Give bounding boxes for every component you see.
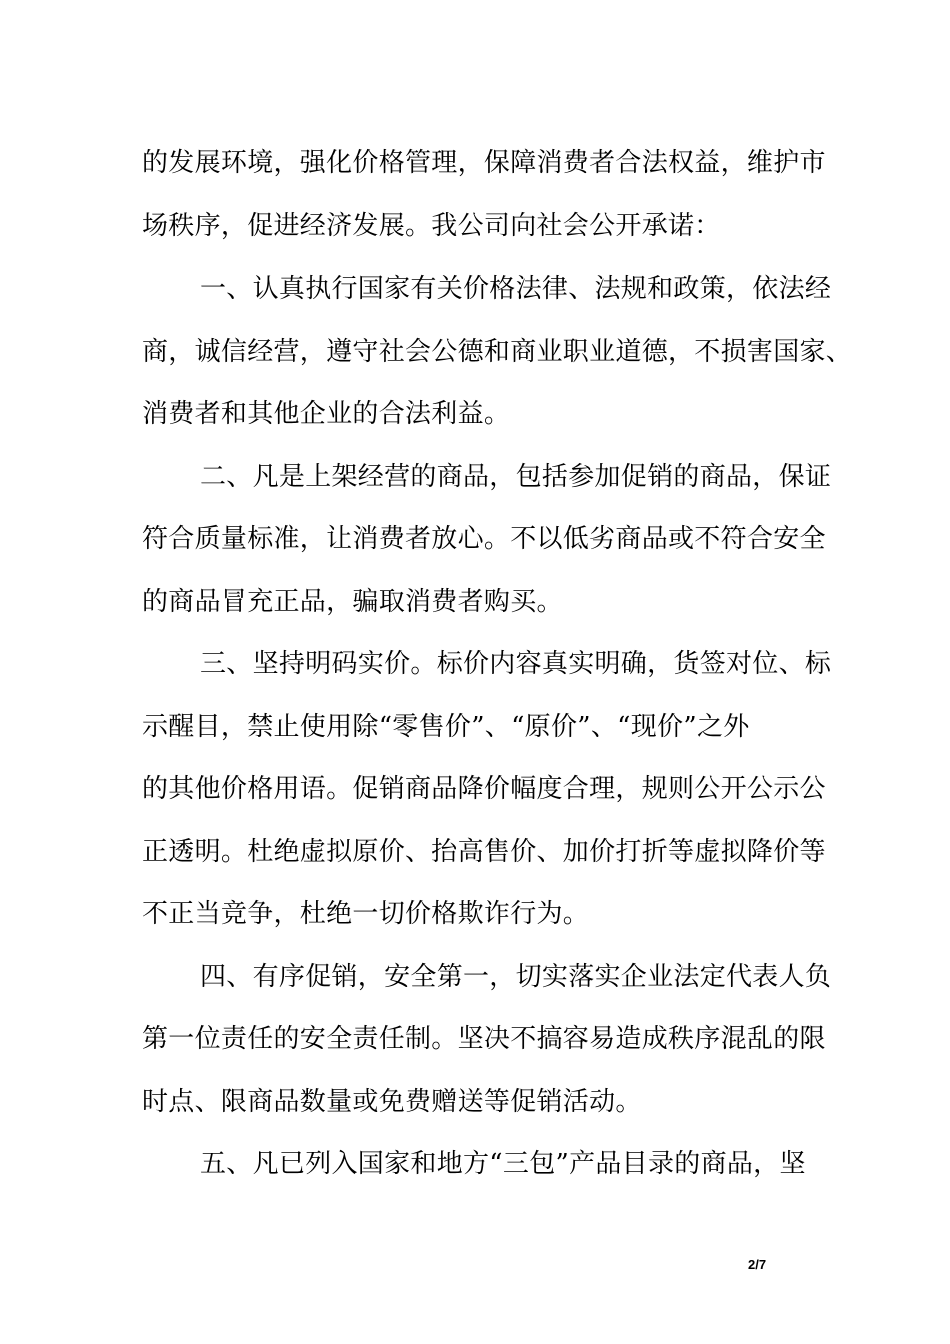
text-line: 的其他价格用语。促销商品降价幅度合理，规则公开公示公	[142, 774, 826, 804]
paragraph-start-line: 一、认真执行国家有关价格法律、法规和政策，依法经	[200, 274, 832, 304]
page-number: 2/7	[748, 1257, 767, 1272]
text-line: 第一位责任的安全责任制。坚决不搞容易造成秩序混乱的限	[142, 1024, 826, 1054]
text-line: 示醒目，禁止使用除“零售价”、“原价”、“现价”之外	[142, 712, 750, 742]
paragraph-start-line: 五、凡已列入国家和地方“三包”产品目录的商品，坚	[200, 1149, 806, 1179]
text-line: 时点、限商品数量或免费赠送等促销活动。	[142, 1087, 642, 1117]
text-line: 场秩序，促进经济发展。我公司向社会公开承诺：	[142, 211, 721, 241]
text-line: 正透明。杜绝虚拟原价、抬高售价、加价打折等虚拟降价等	[142, 837, 826, 867]
text-line: 商，诚信经营，遵守社会公德和商业职业道德，不损害国家、	[142, 337, 853, 367]
text-line: 消费者和其他企业的合法利益。	[142, 399, 511, 429]
text-line: 符合质量标准，让消费者放心。不以低劣商品或不符合安全	[142, 524, 826, 554]
text-line: 不正当竞争，杜绝一切价格欺诈行为。	[142, 899, 590, 929]
paragraph-start-line: 三、坚持明码实价。标价内容真实明确，货签对位、标	[200, 649, 832, 679]
paragraph-start-line: 四、有序促销，安全第一，切实落实企业法定代表人负	[200, 962, 832, 992]
text-line: 的商品冒充正品，骗取消费者购买。	[142, 587, 563, 617]
text-line: 的发展环境，强化价格管理，保障消费者合法权益，维护市	[142, 148, 826, 178]
paragraph-start-line: 二、凡是上架经营的商品，包括参加促销的商品，保证	[200, 462, 832, 492]
